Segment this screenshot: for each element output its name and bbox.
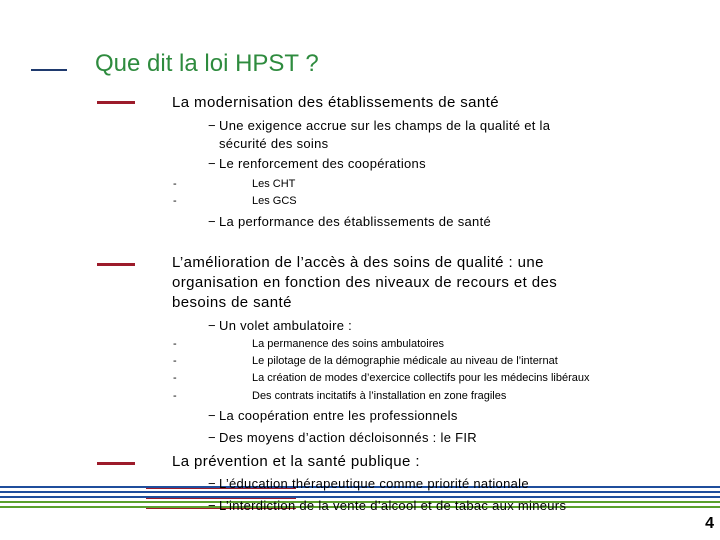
sub-item: Le pilotage de la démographie médicale au niveau de l’internat: [252, 355, 558, 367]
list-item: [208, 155, 426, 173]
item-marker: −: [208, 430, 216, 445]
list-item: [208, 117, 550, 135]
section-bullet: [97, 462, 135, 465]
slide-title: Que dit la loi HPST ?: [95, 50, 319, 77]
item-marker: −: [208, 498, 216, 513]
section-heading-line: besoins de santé: [172, 294, 292, 311]
sub-item-dash: -: [173, 372, 177, 384]
list-item: [208, 429, 477, 447]
item-text: Une exigence accrue sur les champs de la qualité et la: [219, 118, 551, 133]
section-heading: La prévention et la santé publique :: [172, 453, 420, 470]
item-text: Un volet ambulatoire :: [219, 318, 353, 333]
sub-item: Des contrats incitatifs à l’installation en zone fragiles: [252, 390, 507, 402]
section-heading-line: L’amélioration de l’accès à des soins de qualité : une: [172, 254, 544, 271]
item-text: L’interdiction de la vente d’alcool et de tabac aux mineurs: [219, 498, 567, 513]
item-text: Le renforcement des coopérations: [219, 156, 426, 171]
section-bullet: [97, 263, 135, 266]
section-bullet: [97, 101, 135, 104]
item-text: La coopération entre les professionnels: [219, 408, 458, 423]
item-marker: −: [208, 118, 216, 133]
sub-item: Les CHT: [252, 178, 296, 190]
sub-item-dash: -: [173, 390, 177, 402]
sub-item-dash: -: [173, 355, 177, 367]
sub-item: La création de modes d’exercice collectifs pour les médecins libéraux: [252, 372, 590, 384]
item-marker: −: [208, 156, 216, 171]
list-item: [208, 475, 529, 493]
list-item-continuation: sécurité des soins: [219, 136, 329, 151]
item-marker: −: [208, 408, 216, 423]
section-heading: La modernisation des établissements de santé: [172, 94, 499, 111]
sub-item-dash: -: [173, 178, 177, 190]
list-item: [208, 317, 352, 335]
item-marker: −: [208, 214, 216, 229]
page-number: 4: [705, 515, 714, 532]
sub-item: Les GCS: [252, 195, 297, 207]
sub-item: La permanence des soins ambulatoires: [252, 338, 445, 350]
item-marker: −: [208, 318, 216, 333]
list-item: [208, 497, 566, 515]
section-heading-line: organisation en fonction des niveaux de recours et des: [172, 274, 558, 291]
sub-item-dash: -: [173, 338, 177, 350]
list-item: [208, 407, 458, 425]
list-item: [208, 213, 491, 231]
item-text: Des moyens d’action décloisonnés : le FIR: [219, 430, 477, 445]
sub-item-dash: -: [173, 195, 177, 207]
item-marker: −: [208, 476, 216, 491]
item-text: L’éducation thérapeutique comme priorité nationale: [219, 476, 529, 491]
item-text: La performance des établissements de santé: [219, 214, 492, 229]
title-accent-bar: [31, 69, 67, 71]
